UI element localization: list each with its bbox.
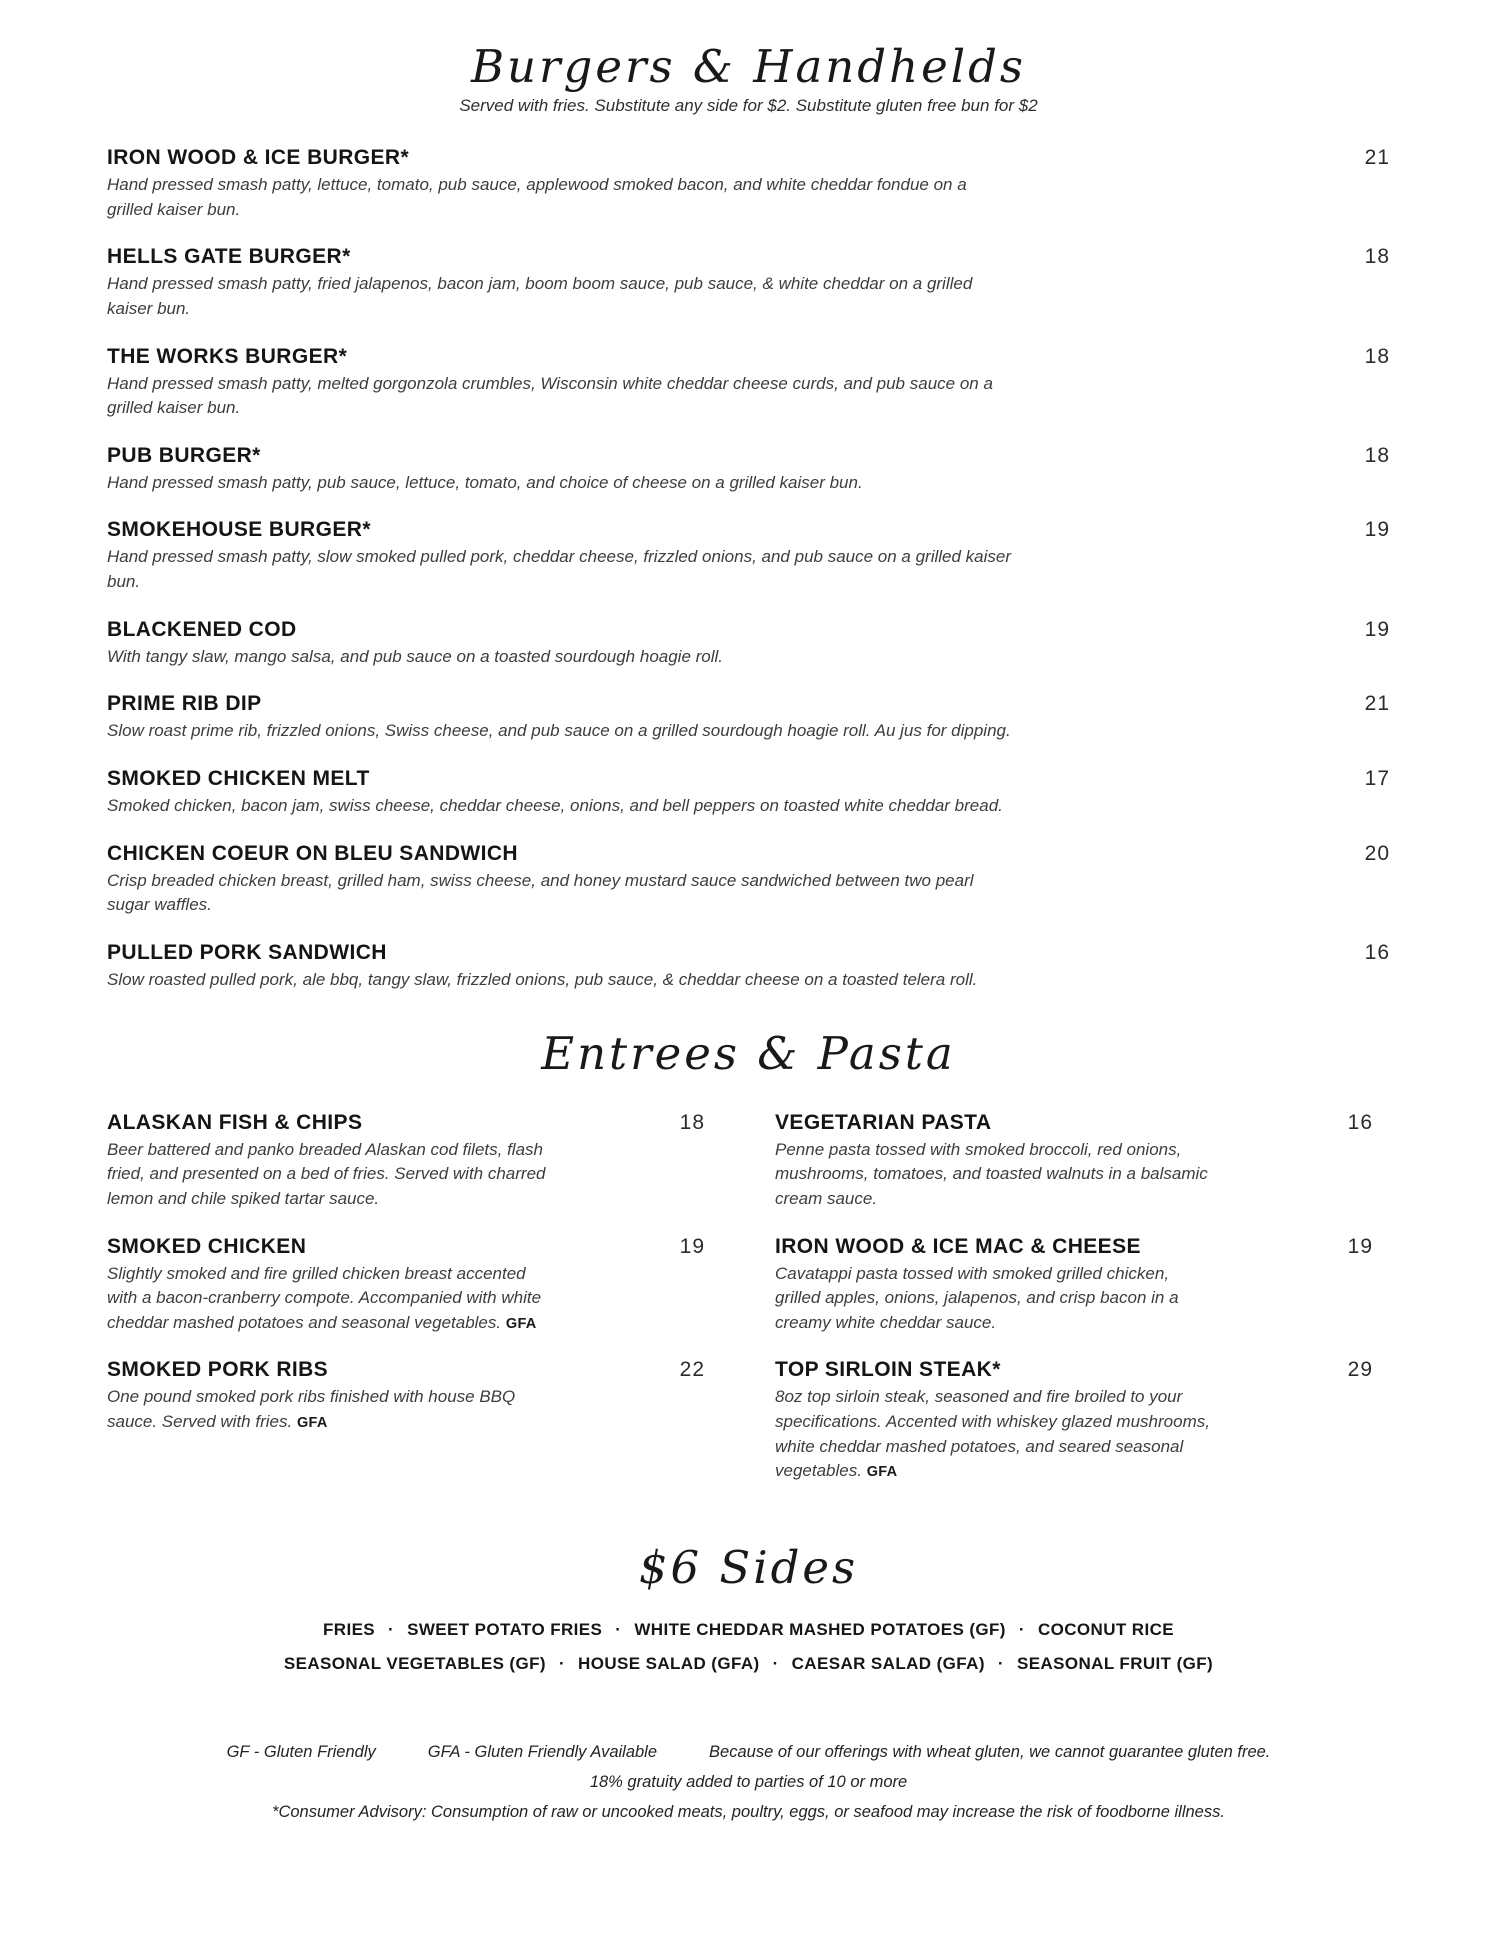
gfa-badge: GFA (296, 1415, 328, 1432)
menu-item (107, 518, 1390, 594)
item-description: Crisp breaded chicken breast, grilled ham, swiss cheese, and honey mustard sauce sandwiched between two pearl sugar waffles. (107, 870, 974, 915)
menu-item (775, 1358, 1373, 1484)
gf-legend: GF - Gluten Friendly (226, 1743, 376, 1762)
sides-section-title: $6 Sides (638, 1541, 859, 1595)
side-item: FRIES (322, 1620, 376, 1640)
side-item: CAESAR SALAD (GFA) (791, 1654, 985, 1674)
item-name: THE WORKS BURGER* (107, 344, 348, 368)
item-price: 16 (1347, 1110, 1373, 1134)
item-description: Hand pressed smash patty, pub sauce, lettuce, tomato, and choice of cheese on a grilled kaiser bun. (107, 472, 863, 492)
menu-item (775, 1111, 1373, 1212)
item-name: IRON WOOD & ICE BURGER* (107, 146, 410, 169)
item-name: VEGETARIAN PASTA (775, 1110, 992, 1134)
item-name: HELLS GATE BURGER* (107, 245, 351, 269)
menu-item (107, 1235, 705, 1336)
consumer-advisory: *Consumer Advisory: Consumption of raw or uncooked meats, poultry, eggs, or seafood may increase the risk of foodborne illness. (272, 1803, 1225, 1822)
menu-item (107, 767, 1390, 819)
menu-item (775, 1235, 1373, 1336)
item-price: 18 (1364, 344, 1390, 368)
item-name: SMOKEHOUSE BURGER* (107, 518, 371, 542)
item-name: SMOKED PORK RIBS (107, 1358, 329, 1382)
menu-item (107, 1111, 705, 1212)
item-description: Slightly smoked and fire grilled chicken breast accented with a bacon-cranberry compote. Accompanied with white cheddar mashed potatoes and seasonal vegetables. GFA (107, 1263, 542, 1332)
item-description: Smoked chicken, bacon jam, swiss cheese, cheddar cheese, onions, and bell peppers on toasted white cheddar bread. (107, 796, 1003, 816)
side-item: WHITE CHEDDAR MASHED POTATOES (GF) (634, 1620, 1006, 1640)
item-description: With tangy slaw, mango salsa, and pub sauce on a toasted sourdough hoagie roll. (107, 646, 724, 666)
sides-line-1 (107, 1613, 1390, 1647)
menu-item (107, 146, 1390, 222)
entrees-left-column (107, 1111, 705, 1507)
item-name: PUB BURGER* (107, 443, 261, 467)
item-price: 17 (1364, 767, 1390, 791)
item-description: Hand pressed smash patty, melted gorgonzola crumbles, Wisconsin white cheddar cheese curds, and pub sauce on a grilled kaiser bun. (107, 373, 993, 418)
item-price: 19 (679, 1234, 705, 1258)
side-item: HOUSE SALAD (GFA) (578, 1654, 760, 1674)
menu-item (107, 618, 1390, 670)
item-description: Penne pasta tossed with smoked broccoli, red onions, mushrooms, tomatoes, and toasted walnuts in a balsamic cream sauce. (775, 1139, 1208, 1208)
entrees-right-column (775, 1111, 1373, 1507)
item-price: 19 (1347, 1234, 1373, 1258)
item-description: Hand pressed smash patty, fried jalapenos, bacon jam, boom boom sauce, pub sauce, & white cheddar on a grilled kaiser bun. (107, 274, 973, 318)
side-item: SEASONAL FRUIT (GF) (1016, 1654, 1214, 1674)
item-price: 18 (1364, 443, 1390, 467)
separator-dot: · (615, 1620, 622, 1640)
separator-dot: · (388, 1620, 395, 1640)
item-name: BLACKENED COD (107, 617, 297, 641)
item-description: Beer battered and panko breaded Alaskan cod filets, flash fried, and presented on a bed of fries. Served with charred lemon and chile spiked tartar sauce. (107, 1139, 546, 1208)
item-name: PRIME RIB DIP (107, 692, 262, 716)
item-description: Hand pressed smash patty, lettuce, tomato, pub sauce, applewood smoked bacon, and white cheddar fondue on a grilled kaiser bun. (107, 175, 967, 219)
side-item: SWEET POTATO FRIES (407, 1620, 603, 1640)
item-description: Cavatappi pasta tossed with smoked grilled chicken, grilled apples, onions, jalapenos, and crisp bacon in a creamy white cheddar sauce. (775, 1263, 1179, 1332)
entrees-section (107, 1111, 1390, 1507)
gfa-badge: GFA (505, 1315, 537, 1332)
item-name: PULLED PORK SANDWICH (107, 940, 387, 964)
gfa-badge: GFA (866, 1464, 898, 1481)
burgers-section-title: Burgers & Handhelds (470, 40, 1027, 93)
item-price: 16 (1364, 940, 1390, 964)
item-description: Slow roasted pulled pork, ale bbq, tangy slaw, frizzled onions, pub sauce, & cheddar cheese on a toasted telera roll. (107, 969, 978, 989)
item-description: Hand pressed smash patty, slow smoked pulled pork, cheddar cheese, frizzled onions, and pub sauce on a grilled kaiser bun. (107, 547, 1012, 592)
item-price: 18 (1364, 245, 1390, 269)
item-price: 21 (1364, 146, 1390, 169)
burgers-section (107, 146, 1390, 993)
menu-item (107, 941, 1390, 993)
menu-item (107, 245, 1390, 321)
menu-item (107, 345, 1390, 421)
side-item: COCONUT RICE (1037, 1620, 1175, 1640)
separator-dot: · (1018, 1620, 1025, 1640)
item-name: TOP SIRLOIN STEAK* (775, 1358, 1001, 1382)
menu-item (107, 444, 1390, 496)
item-name: CHICKEN COEUR ON BLEU SANDWICH (107, 841, 518, 865)
footer (107, 1743, 1390, 1822)
sides-section (107, 1613, 1390, 1681)
menu-item (107, 842, 1390, 918)
item-name: SMOKED CHICKEN (107, 1234, 307, 1258)
item-name: SMOKED CHICKEN MELT (107, 767, 370, 791)
item-price: 21 (1364, 692, 1390, 716)
menu-item (107, 692, 1390, 744)
separator-dot: · (772, 1654, 779, 1674)
item-description: Slow roast prime rib, frizzled onions, Swiss cheese, and pub sauce on a grilled sourdough hoagie roll. Au jus for dipping. (107, 721, 1011, 741)
item-price: 19 (1364, 617, 1390, 641)
menu-item (107, 1358, 705, 1434)
item-price: 22 (679, 1358, 705, 1382)
item-price: 19 (1364, 518, 1390, 542)
item-price: 18 (679, 1110, 705, 1134)
item-name: IRON WOOD & ICE MAC & CHEESE (775, 1234, 1141, 1258)
sides-line-2 (107, 1647, 1390, 1681)
separator-dot: · (997, 1654, 1004, 1674)
item-description: One pound smoked pork ribs finished with house BBQ sauce. Served with fries. GFA (107, 1387, 516, 1432)
item-price: 29 (1347, 1358, 1373, 1382)
side-item: SEASONAL VEGETABLES (GF) (283, 1654, 546, 1674)
separator-dot: · (558, 1654, 566, 1674)
gratuity-note: 18% gratuity added to parties of 10 or more (589, 1773, 908, 1792)
footer-legend-row (107, 1743, 1390, 1762)
gluten-disclaimer: Because of our offerings with wheat gluten, we cannot guarantee gluten free. (709, 1743, 1271, 1762)
gfa-legend: GFA - Gluten Friendly Available (427, 1743, 658, 1762)
item-description: 8oz top sirloin steak, seasoned and fire broiled to your specifications. Accented with whiskey glazed mushrooms, white cheddar mashed potatoes, and seared seasonal vegetables. GFA (775, 1387, 1210, 1481)
item-name: ALASKAN FISH & CHIPS (107, 1110, 363, 1134)
burgers-section-subtitle: Served with fries. Substitute any side for $2. Substitute gluten free bun for $2 (459, 96, 1038, 115)
item-price: 20 (1364, 841, 1390, 865)
entrees-section-title: Entrees & Pasta (541, 1026, 956, 1080)
